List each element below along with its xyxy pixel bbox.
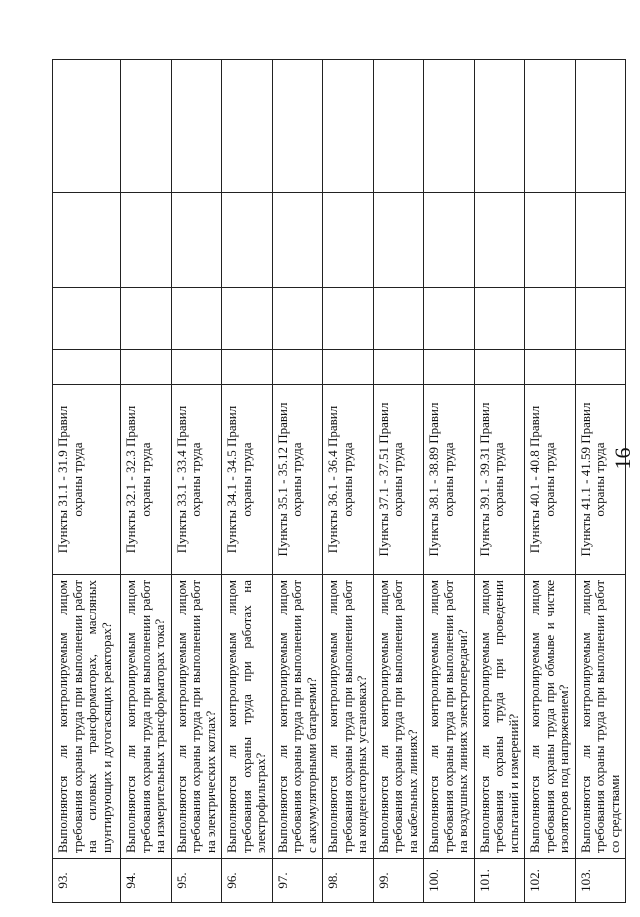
legal-reference: Пункты 37.1 - 37.51 Правил охраны труда <box>373 385 424 575</box>
answer-cell <box>171 350 222 385</box>
legal-reference: Пункты 39.1 - 39.31 Правил охраны труда <box>474 385 525 575</box>
notes-cell <box>474 60 525 193</box>
requirement-question: Выполняются ли контролируемым лицом требования охраны труда при выполнении работ на кабельных линиях? <box>373 575 424 859</box>
answer-cell <box>53 350 121 385</box>
answer-cell <box>272 193 323 288</box>
table-row <box>171 60 222 903</box>
table-row <box>222 60 273 903</box>
legal-reference: Пункты 33.1 - 33.4 Правил охраны труда <box>171 385 222 575</box>
requirement-question: Выполняются ли контролируемым лицом требования охраны труда при выполнении работ на силовых трансформаторах, масляных шунтирующих и дугогасящих реакторах? <box>53 575 121 859</box>
notes-cell <box>323 60 374 193</box>
answer-cell <box>171 288 222 350</box>
answer-cell <box>121 193 172 288</box>
answer-cell <box>525 350 576 385</box>
requirement-question: Выполняются ли контролируемым лицом требования охраны труда при выполнении работ на конденсаторных установках? <box>323 575 374 859</box>
answer-cell <box>373 193 424 288</box>
requirement-question: Выполняются ли контролируемым лицом требования охраны труда при выполнении работ с аккумуляторными батареями? <box>272 575 323 859</box>
answer-cell <box>373 288 424 350</box>
page-number: 16 <box>610 447 635 470</box>
answer-cell <box>424 288 475 350</box>
notes-cell <box>373 60 424 193</box>
answer-cell <box>424 350 475 385</box>
legal-reference: Пункты 35.1 - 35.12 Правил охраны труда <box>272 385 323 575</box>
answer-cell <box>222 350 273 385</box>
row-number: 96. <box>222 859 273 903</box>
legal-reference: Пункты 34.1 - 34.5 Правил охраны труда <box>222 385 273 575</box>
table-row <box>424 60 475 903</box>
legal-reference: Пункты 31.1 - 31.9 Правил охраны труда <box>53 385 121 575</box>
notes-cell <box>272 60 323 193</box>
answer-cell <box>525 193 576 288</box>
table-row <box>525 60 576 903</box>
table-row <box>272 60 323 903</box>
answer-cell <box>474 288 525 350</box>
legal-reference: Пункты 40.1 - 40.8 Правил охраны труда <box>525 385 576 575</box>
row-number: 94. <box>121 859 172 903</box>
row-number: 98. <box>323 859 374 903</box>
requirement-question: Выполняются ли контролируемым лицом требования охраны труда при проведении испытаний и измерений? <box>474 575 525 859</box>
answer-cell <box>222 288 273 350</box>
table-row <box>121 60 172 903</box>
answer-cell <box>323 193 374 288</box>
notes-cell <box>424 60 475 193</box>
table-row <box>474 60 525 903</box>
row-number: 100. <box>424 859 475 903</box>
row-number: 99. <box>373 859 424 903</box>
table-row <box>323 60 374 903</box>
answer-cell <box>121 350 172 385</box>
legal-reference: Пункты 41.1 - 41.59 Правил охраны труда <box>575 385 626 575</box>
answer-cell <box>323 350 374 385</box>
answer-cell <box>474 350 525 385</box>
requirement-question: Выполняются ли контролируемым лицом требования охраны труда при работах на электрофильтрах? <box>222 575 273 859</box>
answer-cell <box>53 193 121 288</box>
requirement-question: Выполняются ли контролируемым лицом требования охраны труда при выполнении работ на измерительных трансформаторах тока? <box>121 575 172 859</box>
table-row <box>53 60 121 903</box>
answer-cell <box>121 288 172 350</box>
table-row <box>373 60 424 903</box>
answer-cell <box>171 193 222 288</box>
notes-cell <box>53 60 121 193</box>
notes-cell <box>171 60 222 193</box>
row-number: 103. <box>575 859 626 903</box>
answer-cell <box>373 350 424 385</box>
checklist-rows <box>53 60 626 903</box>
answer-cell <box>53 288 121 350</box>
row-number: 93. <box>53 859 121 903</box>
notes-cell <box>222 60 273 193</box>
requirement-question: Выполняются ли контролируемым лицом требования охраны труда при выполнении работ на воздушных линиях электропередачи? <box>424 575 475 859</box>
legal-reference: Пункты 32.1 - 32.3 Правил охраны труда <box>121 385 172 575</box>
answer-cell <box>272 288 323 350</box>
row-number: 97. <box>272 859 323 903</box>
legal-reference: Пункты 36.1 - 36.4 Правил охраны труда <box>323 385 374 575</box>
checklist-table <box>52 59 626 903</box>
answer-cell <box>272 350 323 385</box>
requirement-question: Выполняются ли контролируемым лицом требования охраны труда при выполнении работ на электрических котлах? <box>171 575 222 859</box>
answer-cell <box>525 288 576 350</box>
answer-cell <box>474 193 525 288</box>
row-number: 102. <box>525 859 576 903</box>
requirement-question: Выполняются ли контролируемым лицом требования охраны труда при обмыве и чистке изоляторов под напряжением? <box>525 575 576 859</box>
requirement-question: Выполняются ли контролируемым лицом требования охраны труда при выполнении работ со средствами <box>575 575 626 859</box>
answer-cell <box>323 288 374 350</box>
answer-cell <box>424 193 475 288</box>
notes-cell <box>121 60 172 193</box>
row-number: 95. <box>171 859 222 903</box>
row-number: 101. <box>474 859 525 903</box>
answer-cell <box>222 193 273 288</box>
legal-reference: Пункты 38.1 - 38.89 Правил охраны труда <box>424 385 475 575</box>
notes-cell <box>525 60 576 193</box>
